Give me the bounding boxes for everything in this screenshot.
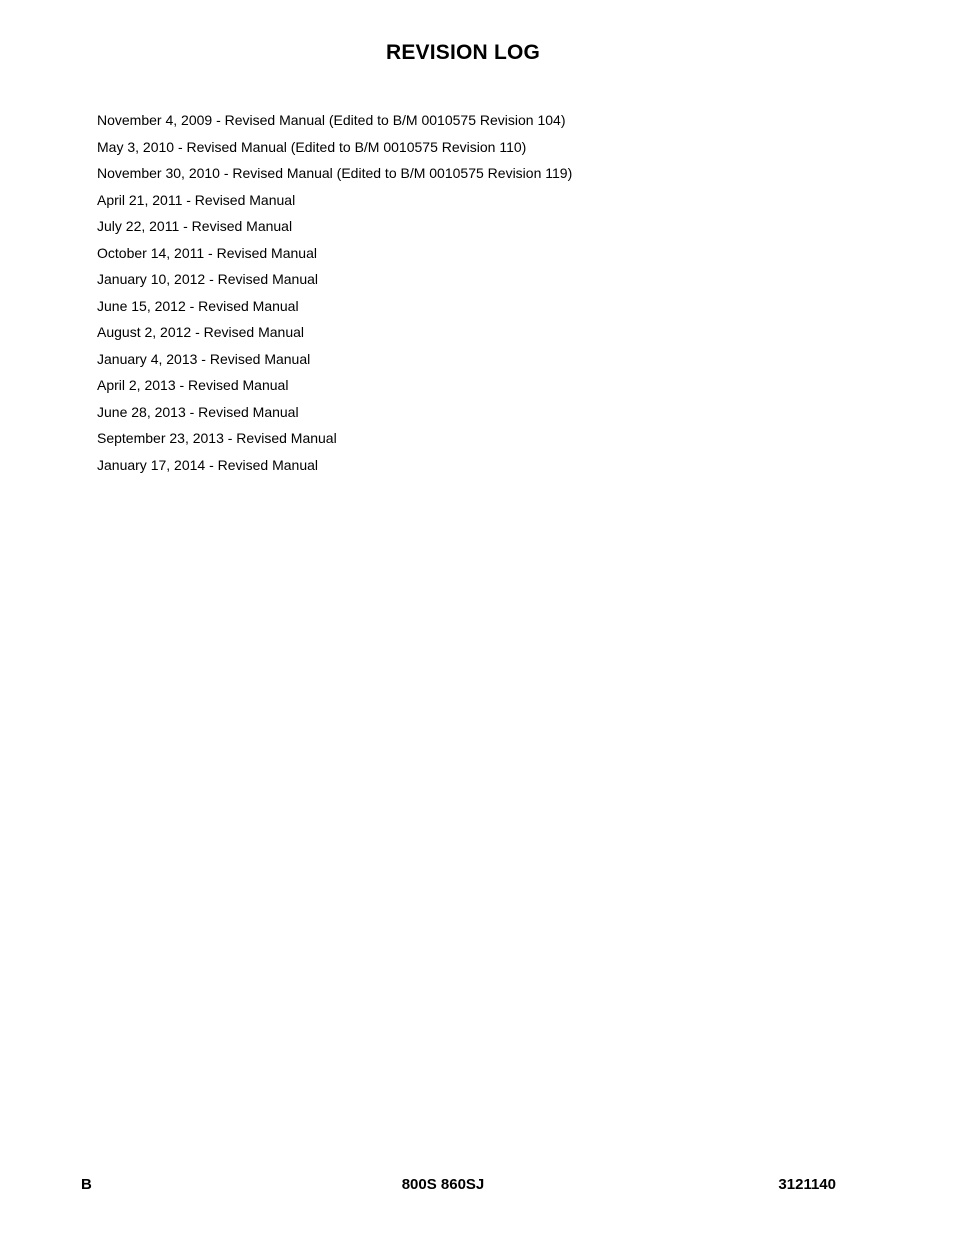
revision-entry: January 17, 2014 - Revised Manual bbox=[97, 456, 319, 473]
revision-entry: June 15, 2012 - Revised Manual bbox=[97, 297, 299, 314]
revision-entry: January 4, 2013 - Revised Manual bbox=[97, 350, 311, 367]
revision-entry: June 28, 2013 - Revised Manual bbox=[97, 403, 299, 420]
revision-entry: October 14, 2011 - Revised Manual bbox=[97, 244, 317, 261]
revision-entry: January 10, 2012 - Revised Manual bbox=[97, 271, 319, 287]
revision-entry: November 30, 2010 - Revised Manual (Edited to B/M 0010575 Revision 119) bbox=[97, 165, 573, 181]
page-title: REVISION LOG bbox=[385, 41, 541, 64]
revision-entry: August 2, 2012 - Revised Manual bbox=[97, 324, 305, 340]
footer-page-letter: B bbox=[81, 1176, 92, 1193]
revision-entry: November 4, 2009 - Revised Manual (Edited to B/M 0010575 Revision 104) bbox=[97, 112, 566, 128]
revision-entry: September 23, 2013 - Revised Manual bbox=[97, 430, 337, 446]
footer-model: 800S 860SJ bbox=[401, 1176, 485, 1193]
revision-list bbox=[97, 107, 572, 478]
page-footer bbox=[0, 1176, 954, 1196]
revision-entry: April 2, 2013 - Revised Manual bbox=[97, 377, 289, 393]
revision-entry: May 3, 2010 - Revised Manual (Edited to B/M 0010575 Revision 110) bbox=[97, 138, 527, 155]
revision-entry: July 22, 2011 - Revised Manual bbox=[97, 218, 293, 234]
footer-manual-number: 3121140 bbox=[778, 1176, 836, 1193]
revision-entry: April 21, 2011 - Revised Manual bbox=[97, 191, 296, 208]
